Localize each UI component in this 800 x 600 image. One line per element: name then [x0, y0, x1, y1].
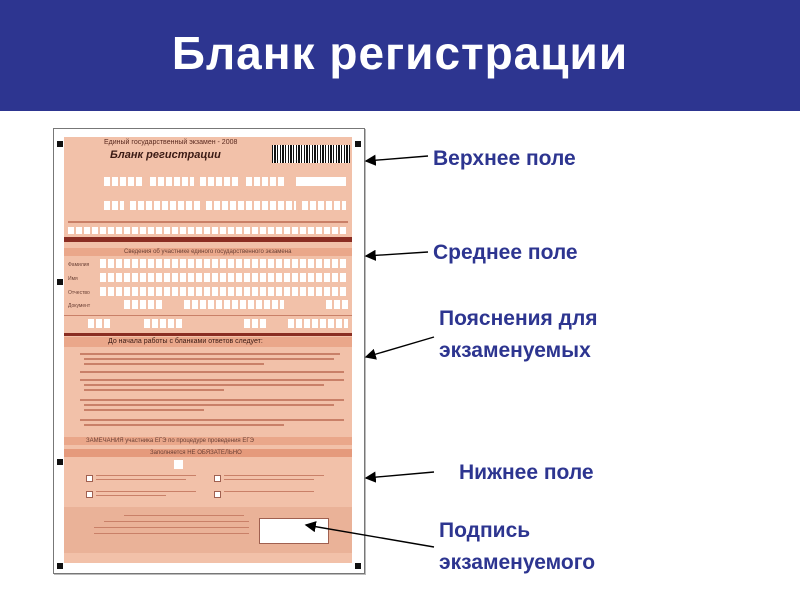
row-firstname: Имя: [68, 276, 78, 282]
title-banner: [0, 0, 800, 111]
label-middle-field: Среднее поле: [433, 241, 578, 264]
form-cells: [124, 300, 164, 309]
arrow-explanations: [366, 337, 434, 357]
form-cells: [144, 319, 184, 328]
registration-form-image: [53, 128, 365, 574]
label-top-field: Верхнее поле: [433, 147, 576, 170]
form-cells: [130, 201, 200, 210]
label-explanations-line1: Пояснения для: [439, 307, 598, 330]
instruction-line: [84, 389, 224, 391]
form-cells: [326, 300, 348, 309]
remark-line: [96, 495, 166, 496]
arrow-middle-field: [366, 252, 428, 256]
instruction-line: [80, 371, 344, 373]
form-cells: [68, 227, 348, 234]
form-band: [64, 333, 352, 336]
instruction-line: [80, 419, 344, 421]
corner-marker: [57, 563, 63, 569]
form-cells: [174, 460, 183, 469]
remark-line: [96, 491, 196, 492]
signature-text-line: [94, 533, 249, 534]
signature-text-line: [124, 515, 244, 516]
form-band: [64, 237, 352, 242]
form-cells: [104, 177, 144, 186]
instruction-line: [84, 424, 284, 426]
before-start-heading: До начала работы с бланками ответов следует:: [108, 338, 263, 345]
remark-checkbox: [214, 491, 221, 498]
instruction-line: [80, 353, 340, 355]
form-cells: [100, 273, 348, 282]
corner-marker: [57, 279, 63, 285]
row-lastname: Фамилия: [68, 262, 90, 268]
row-document: Документ: [68, 303, 91, 309]
form-name: Бланк регистрации: [110, 149, 221, 161]
remark-line: [96, 475, 196, 476]
corner-marker: [355, 141, 361, 147]
section-participant: Сведения об участнике единого государственного экзамена: [124, 249, 292, 255]
form-cells: [88, 319, 110, 328]
form-header: Единый государственный экзамен - 2008: [104, 139, 238, 146]
remark-checkbox: [86, 475, 93, 482]
form-cells: [288, 319, 348, 328]
arrow-top-field: [366, 156, 428, 161]
label-signature-line1: Подпись: [439, 519, 531, 542]
signature-text-line: [104, 521, 249, 522]
form-cells: [296, 177, 346, 186]
remarks-heading: ЗАМЕЧАНИЯ участника ЕГЭ по процедуре проведения ЕГЭ: [86, 438, 254, 444]
instruction-line: [80, 399, 344, 401]
form-cells: [150, 177, 194, 186]
optional-heading: Заполняется НЕ ОБЯЗАТЕЛЬНО: [150, 450, 242, 456]
form-cells: [104, 201, 124, 210]
corner-marker: [57, 459, 63, 465]
instruction-line: [84, 409, 204, 411]
label-explanations-line2: экзаменуемых: [439, 339, 591, 362]
remark-checkbox: [214, 475, 221, 482]
signature-box: [259, 518, 329, 544]
form-divider: [64, 315, 352, 316]
remark-line: [224, 491, 314, 492]
arrow-bottom-field: [366, 472, 434, 478]
form-cells: [200, 177, 240, 186]
instruction-line: [84, 358, 334, 360]
form-cells: [302, 201, 346, 210]
corner-marker: [355, 563, 361, 569]
remark-checkbox: [86, 491, 93, 498]
remark-line: [224, 475, 324, 476]
form-cells: [100, 259, 348, 268]
row-patronymic: Отчество: [68, 290, 90, 296]
form-sheet: [64, 137, 352, 563]
instruction-line: [84, 404, 334, 406]
label-bottom-field: Нижнее поле: [459, 461, 594, 484]
barcode: [272, 145, 350, 163]
remark-line: [96, 479, 186, 480]
form-text-line: [68, 221, 348, 223]
form-cells: [244, 319, 266, 328]
label-signature-line2: экзаменуемого: [439, 551, 596, 574]
form-cells: [246, 177, 286, 186]
corner-marker: [57, 141, 63, 147]
form-cells: [184, 300, 284, 309]
instruction-line: [84, 363, 264, 365]
slide-title: Бланк регистрации: [171, 27, 629, 79]
form-cells: [100, 287, 348, 296]
instruction-line: [84, 384, 324, 386]
form-cells: [206, 201, 296, 210]
instruction-line: [80, 379, 344, 381]
signature-text-line: [94, 527, 249, 528]
remark-line: [224, 479, 314, 480]
